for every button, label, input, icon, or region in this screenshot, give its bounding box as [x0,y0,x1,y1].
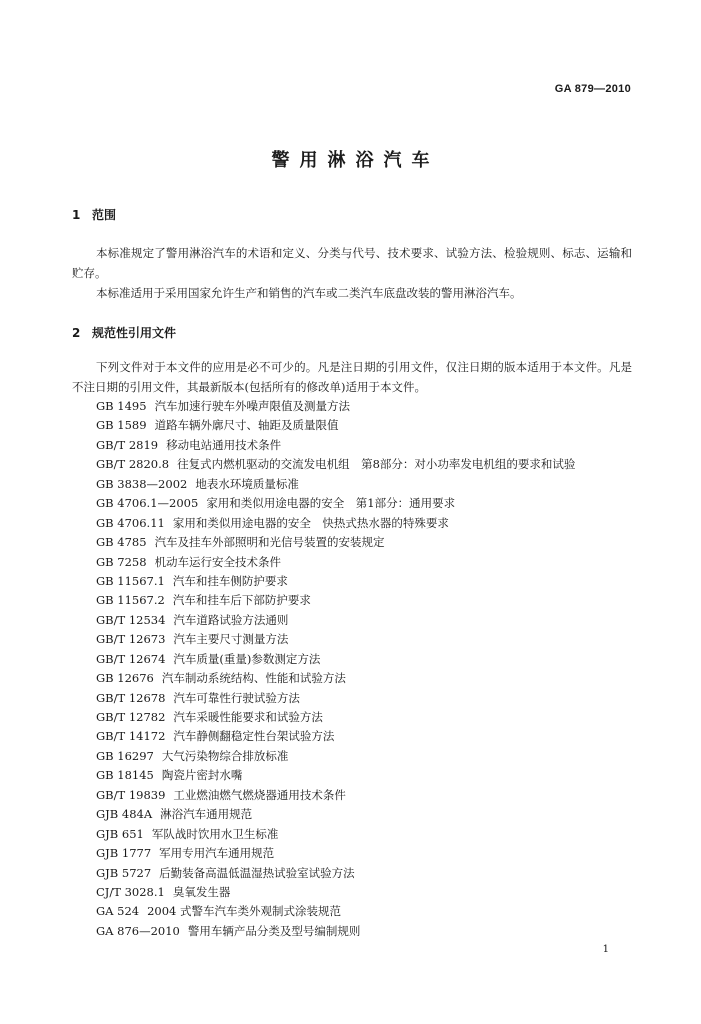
section-title: 范围 [92,208,117,222]
reference-item [96,844,575,863]
reference-title: 军用专用汽车通用规范 [159,846,275,861]
reference-code: GA 876—2010 [96,923,180,938]
reference-item [96,591,575,610]
reference-item [96,825,575,844]
reference-item [96,727,575,746]
reference-item [96,572,575,591]
reference-code: GJB 1777 [96,846,152,861]
reference-code: GJB 651 [96,826,144,841]
reference-item [96,494,575,513]
reference-code: GB 16297 [96,748,154,763]
reference-code: GB/T 14172 [96,729,166,744]
reference-code: GB/T 2819 [96,437,159,452]
reference-title: 家用和类似用途电器的安全 第1部分：通用要求 [206,496,456,511]
reference-title: 汽车采暖性能要求和试验方法 [173,710,323,724]
reference-title: 工业燃油燃气燃烧器通用技术条件 [173,787,346,802]
reference-code: GB 4706.11 [96,515,165,530]
reference-title: 军队战时饮用水卫生标准 [151,826,279,841]
reference-title: 机动车运行安全技术条件 [154,554,282,569]
reference-item [96,533,575,552]
page-number: 1 [602,944,609,955]
reference-item [96,883,575,902]
reference-code: GJB 5727 [96,865,152,880]
reference-title: 地表水环境质量标准 [195,476,299,491]
reference-code: GB/T 12782 [96,710,166,724]
reference-item [96,455,575,474]
reference-title: 后勤装备高温低温湿热试验室试验方法 [159,865,355,880]
section-heading-normative-references [72,324,176,341]
reference-title: 淋浴汽车通用规范 [160,807,253,822]
reference-code: GB/T 12534 [96,612,166,627]
reference-item [96,397,575,416]
reference-title: 汽车及挂车外部照明和光信号装置的安装规定 [154,535,385,550]
document-title: 警用淋浴汽车 [271,150,440,171]
scope-paragraph-1: 本标准规定了警用淋浴汽车的术语和定义、分类与代号、技术要求、试验方法、检验规则、标志、运输和贮存。 [72,246,632,280]
reference-item [96,922,575,941]
reference-item [96,864,575,883]
reference-code: GB/T 12678 [96,690,166,705]
reference-title: 道路车辆外廓尺寸、轴距及质量限值 [154,418,339,433]
reference-title: 警用车辆产品分类及型号编制规则 [187,923,361,938]
reference-item [96,708,575,727]
section-title: 规范性引用文件 [92,326,177,340]
reference-item [96,669,575,688]
reference-item [96,786,575,805]
section-number: 1 [72,208,81,222]
section-number: 2 [72,326,81,340]
reference-title: 2004 式警车汽车类外观制式涂装规范 [147,904,342,919]
reference-code: GB 11567.2 [96,593,165,608]
reference-title: 汽车静侧翻稳定性台架试验方法 [173,729,335,744]
reference-title: 汽车可靠性行驶试验方法 [173,690,300,705]
reference-title: 汽车加速行驶车外噪声限值及测量方法 [154,399,351,413]
reference-item [96,689,575,708]
section-heading-scope [72,206,116,223]
references-intro-paragraph: 下列文件对于本文件的应用是必不可少的。凡是注日期的引用文件，仅注日期的版本适用于本文件。凡是不注日期的引用文件，其最新版本(包括所有的修改单)适用于本文件。 [72,360,632,394]
reference-item [96,747,575,766]
reference-item [96,416,575,435]
reference-item [96,630,575,649]
reference-list [96,397,575,941]
reference-title: 家用和类似用途电器的安全 快热式热水器的特殊要求 [172,515,449,530]
reference-code: GB/T 19839 [96,787,166,802]
reference-title: 臭氧发生器 [172,884,231,899]
reference-item [96,553,575,572]
reference-title: 移动电站通用技术条件 [166,437,282,452]
reference-code: GA 524 [96,904,140,919]
reference-title: 陶瓷片密封水嘴 [161,768,243,783]
reference-code: GB 1495 [96,399,147,413]
reference-title: 大气污染物综合排放标准 [161,748,289,763]
reference-item [96,805,575,824]
scope-paragraph-2: 本标准适用于采用国家允许生产和销售的汽车或二类汽车底盘改装的警用淋浴汽车。 [96,286,522,300]
reference-code: GB 11567.1 [96,573,165,588]
reference-item [96,475,575,494]
reference-title: 汽车主要尺寸测量方法 [173,632,289,647]
reference-item [96,766,575,785]
reference-title: 往复式内燃机驱动的交流发电机组 第8部分：对小功率发电机组的要求和试验 [177,457,576,472]
reference-title: 汽车制动系统结构、性能和试验方法 [161,671,346,686]
reference-title: 汽车质量(重量)参数测定方法 [173,651,321,666]
reference-code: GB 18145 [96,768,154,783]
reference-code: GB 4706.1—2005 [96,496,199,511]
reference-title: 汽车道路试验方法通则 [173,612,289,627]
reference-code: GB/T 12673 [96,632,166,647]
reference-item [96,902,575,921]
reference-code: GB/T 2820.8 [96,457,170,472]
reference-title: 汽车和挂车侧防护要求 [172,573,288,588]
reference-code: GB 3838—2002 [96,476,188,491]
reference-item [96,514,575,533]
document-code: GA 879—2010 [554,83,631,95]
reference-code: GB 7258 [96,554,147,569]
reference-item [96,611,575,630]
reference-title: 汽车和挂车后下部防护要求 [172,593,311,608]
reference-code: GJB 484A [96,807,153,822]
reference-code: GB/T 12674 [96,651,166,666]
reference-item [96,436,575,455]
reference-code: CJ/T 3028.1 [96,884,165,899]
reference-code: GB 1589 [96,418,147,433]
reference-code: GB 4785 [96,535,147,550]
reference-item [96,650,575,669]
reference-code: GB 12676 [96,671,154,686]
